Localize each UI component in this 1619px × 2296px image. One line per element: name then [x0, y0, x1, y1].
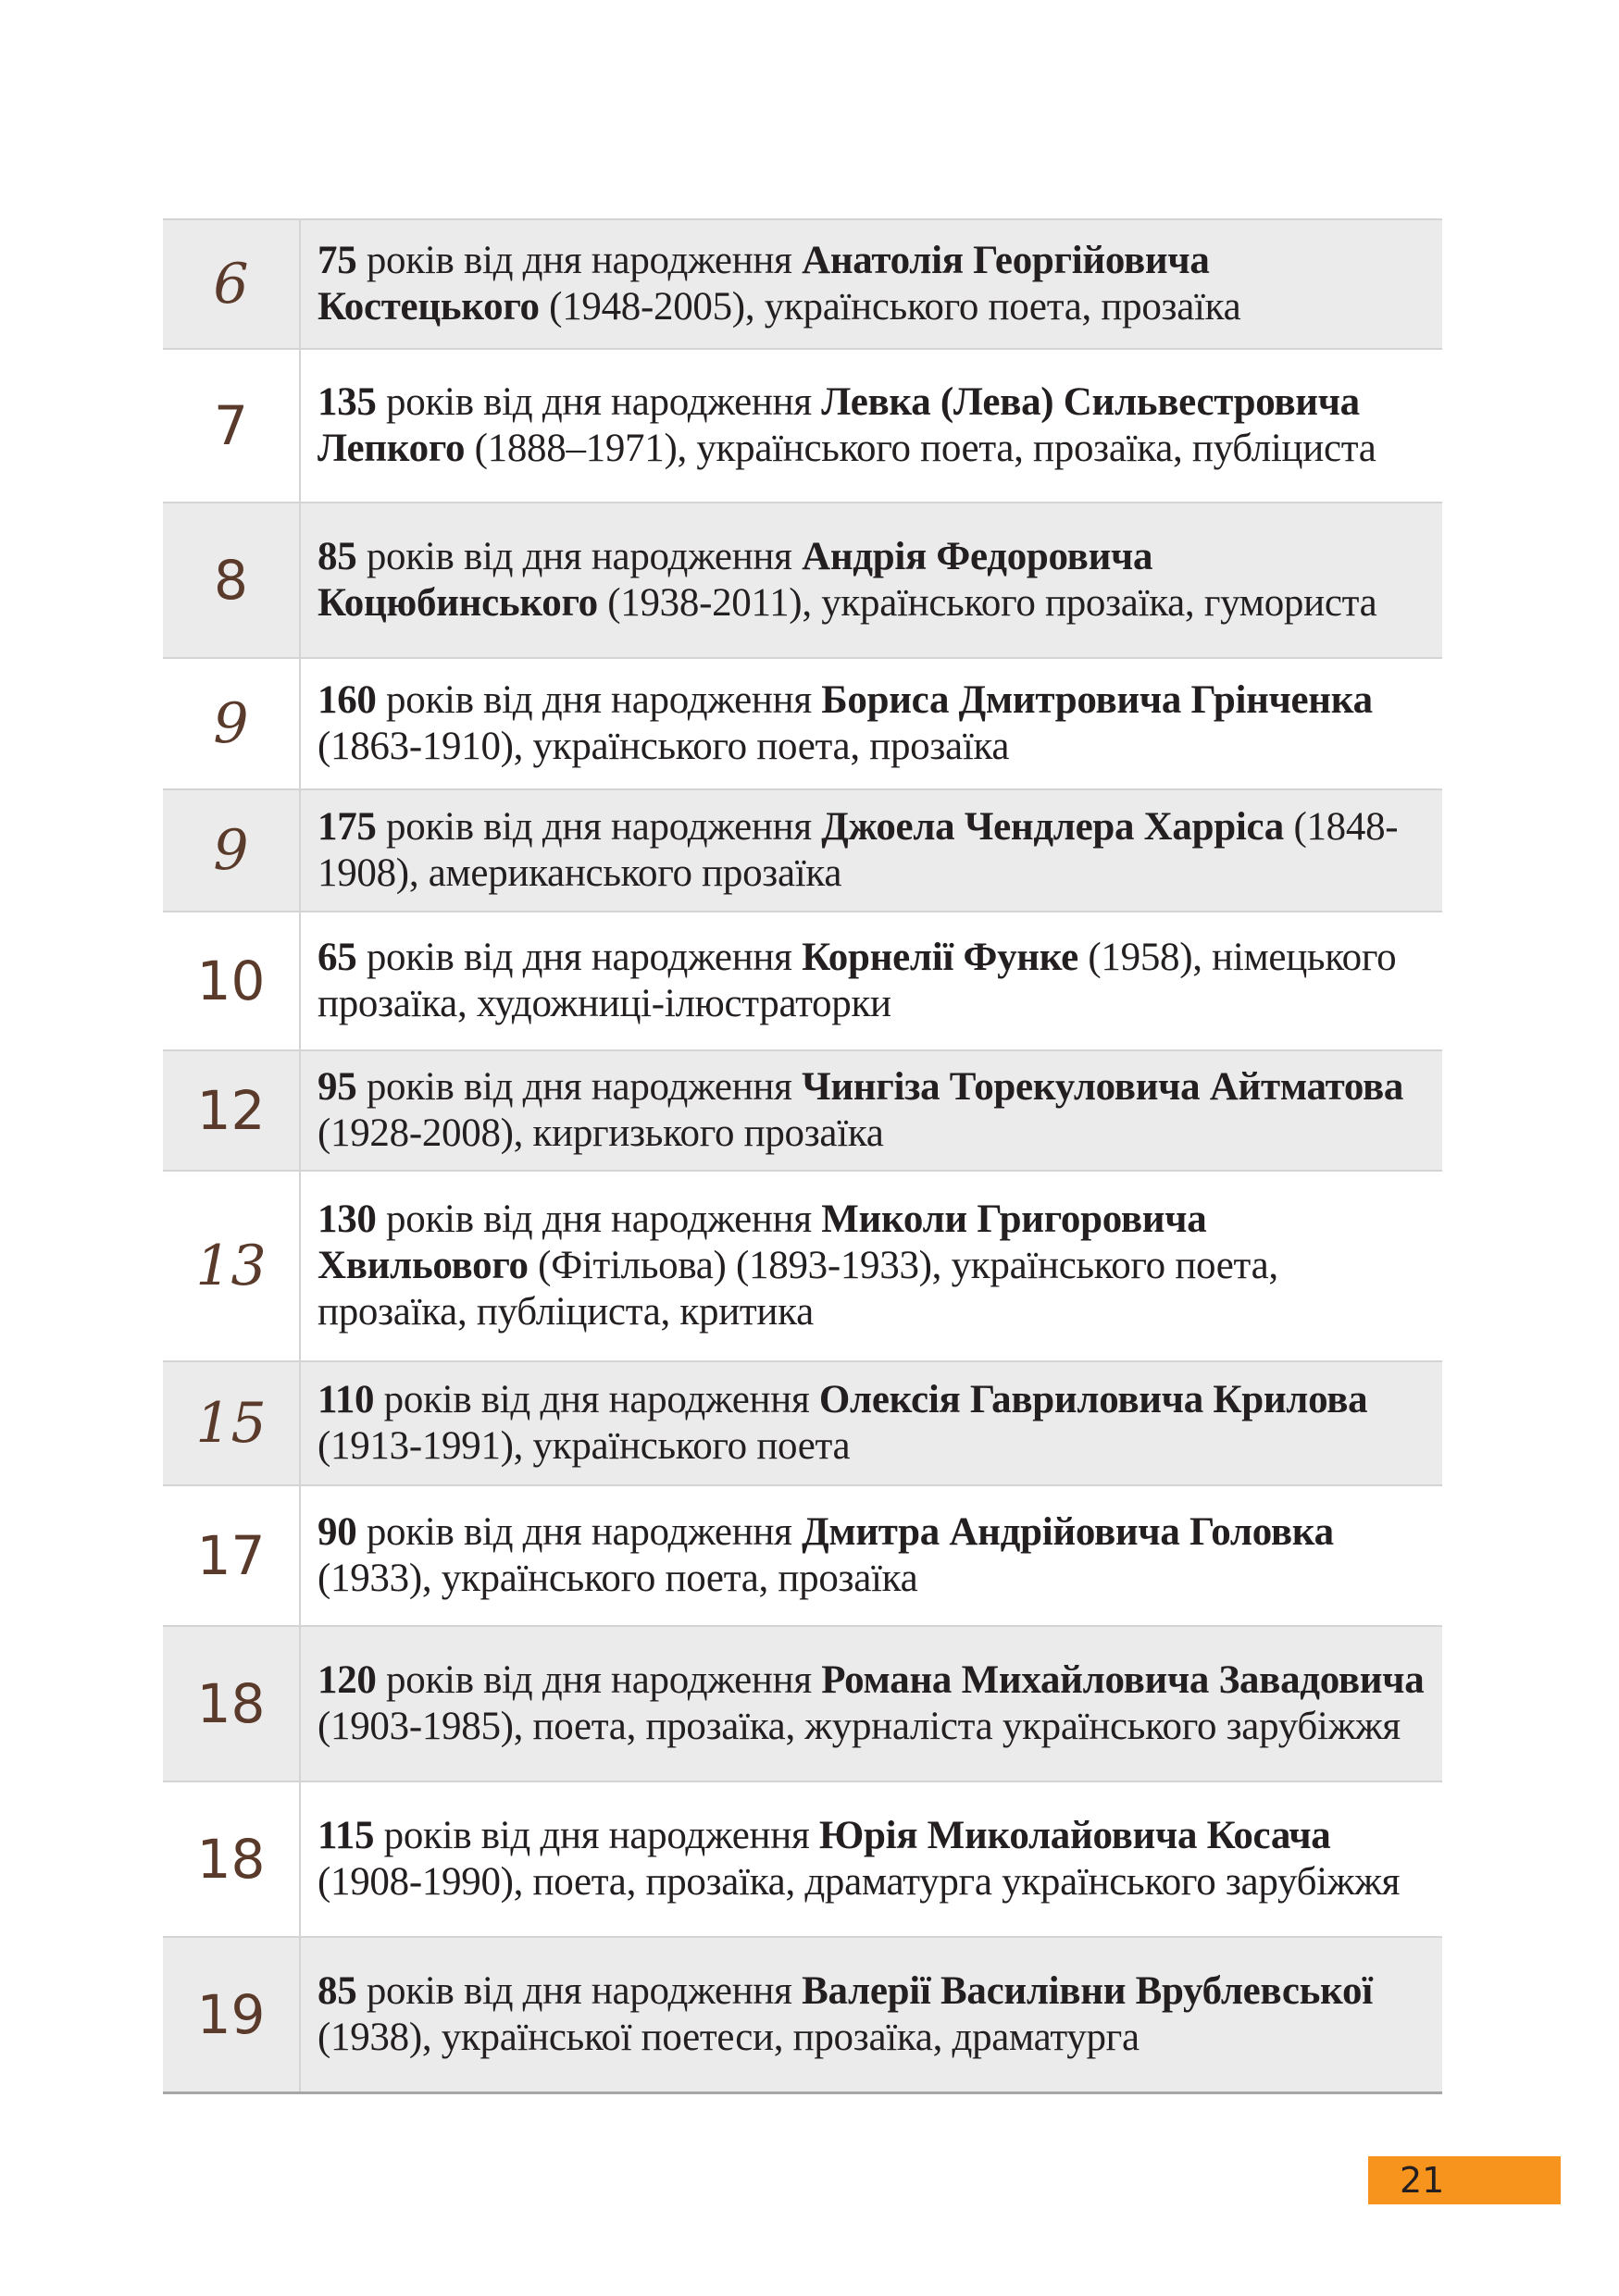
event-details: (1888–1971), українського поета, прозаїка, публіциста	[465, 427, 1376, 470]
day-number: 12	[163, 1050, 300, 1171]
day-number: 7	[163, 349, 300, 503]
years-count: 175	[318, 805, 377, 849]
event-phrase: років від дня народження	[374, 1814, 819, 1857]
event-phrase: років від дня народження	[356, 1968, 803, 2013]
event-details: (1938-2011), українського прозаїка, гумориста	[597, 581, 1377, 625]
event-text	[300, 912, 1442, 1050]
day-number: 18	[163, 1781, 300, 1937]
event-text	[300, 503, 1442, 658]
table-row	[163, 912, 1442, 1050]
person-name: Валерії Василівни Врублевської	[802, 1968, 1373, 2013]
event-phrase: років від дня народження	[374, 1378, 819, 1421]
page-number: 21	[1368, 2156, 1561, 2204]
person-name: Олексія Гавриловича Крилова	[818, 1378, 1368, 1421]
person-name: Левка (Лева) Сильвестровича Лепкого	[318, 380, 1360, 470]
event-details: (1933), українського поета, прозаїка	[318, 1557, 918, 1600]
event-details: (1848-1908), американського прозаїка	[318, 805, 1399, 895]
event-text	[300, 1781, 1442, 1937]
day-number: 18	[163, 1626, 300, 1781]
event-text	[300, 1171, 1442, 1361]
person-name: Корнелії Функе	[802, 936, 1078, 979]
day-number: 9	[163, 789, 300, 912]
table-row	[163, 219, 1442, 349]
event-phrase: років від дня народження	[356, 535, 803, 578]
years-count: 85	[318, 535, 357, 578]
years-count: 135	[318, 380, 377, 424]
years-count: 160	[318, 678, 377, 722]
day-number: 17	[163, 1485, 300, 1626]
event-phrase: років від дня народження	[356, 239, 803, 282]
table-row	[163, 349, 1442, 503]
years-count: 90	[318, 1510, 357, 1554]
person-name: Бориса Дмитровича Грінченка	[821, 678, 1373, 722]
event-phrase: років від дня народження	[356, 1510, 803, 1554]
table-row	[163, 503, 1442, 658]
day-number: 13	[163, 1171, 300, 1361]
event-phrase: років від дня народження	[376, 380, 822, 424]
event-phrase: років від дня народження	[356, 1065, 803, 1109]
event-phrase: років від дня народження	[356, 936, 803, 979]
table-row	[163, 1485, 1442, 1626]
event-details: (1928-2008), киргизького прозаїка	[318, 1111, 884, 1155]
event-text	[300, 1485, 1442, 1626]
event-phrase: років від дня народження	[376, 1658, 822, 1702]
person-name: Джоела Чендлера Харріса	[821, 805, 1285, 849]
event-details: (Фітільова) (1893-1933), українського поета, прозаїка, публіциста, критика	[318, 1244, 1278, 1334]
years-count: 65	[318, 936, 357, 979]
event-details: (1938), української поетеси, прозаїка, драматурга	[318, 2015, 1140, 2059]
person-name: Андрія Федоровича Коцюбинського	[318, 535, 1153, 625]
years-count: 115	[318, 1814, 375, 1857]
years-count: 120	[318, 1658, 377, 1702]
table-row	[163, 1361, 1442, 1485]
anniversary-table	[163, 218, 1442, 2094]
day-number: 10	[163, 912, 300, 1050]
person-name: Дмитра Андрійовича Головка	[802, 1510, 1334, 1554]
table-row	[163, 1171, 1442, 1361]
day-number: 15	[163, 1361, 300, 1485]
person-name: Чингіза Торекуловича Айтматова	[802, 1065, 1404, 1109]
table-row	[163, 789, 1442, 912]
table-row	[163, 1626, 1442, 1781]
event-text	[300, 1626, 1442, 1781]
table-row	[163, 1050, 1442, 1171]
day-number: 6	[163, 219, 300, 349]
event-details: (1908-1990), поета, прозаїка, драматурга українського зарубіжжя	[318, 1860, 1401, 1904]
event-details: (1958), німецького прозаїка, художниці-ілюстраторки	[318, 936, 1397, 1025]
years-count: 95	[318, 1065, 357, 1109]
event-details: (1863-1910), українського поета, прозаїка	[318, 725, 1010, 768]
years-count: 110	[318, 1378, 375, 1421]
event-details: (1948-2005), українського поета, прозаїка	[539, 285, 1241, 329]
event-text	[300, 219, 1442, 349]
years-count: 75	[318, 239, 357, 282]
event-text	[300, 658, 1442, 789]
event-text	[300, 789, 1442, 912]
event-text	[300, 1050, 1442, 1171]
years-count: 85	[318, 1968, 357, 2013]
table-row	[163, 658, 1442, 789]
day-number: 19	[163, 1937, 300, 2092]
person-name: Романа Михайловича Завадовича	[821, 1658, 1425, 1702]
event-text	[300, 349, 1442, 503]
event-phrase: років від дня народження	[376, 678, 822, 722]
event-details: (1903-1985), поета, прозаїка, журналіста українського зарубіжжя	[318, 1705, 1401, 1748]
event-text	[300, 1937, 1442, 2092]
day-number: 8	[163, 503, 300, 658]
day-number: 9	[163, 658, 300, 789]
person-name: Анатолія Георгійовича Костецького	[318, 239, 1210, 329]
years-count: 130	[318, 1198, 377, 1241]
event-details: (1913-1991), українського поета	[318, 1424, 851, 1468]
table-row	[163, 1937, 1442, 2092]
event-phrase: років від дня народження	[376, 805, 822, 849]
person-name: Миколи Григоровича Хвильового	[318, 1198, 1207, 1287]
event-text	[300, 1361, 1442, 1485]
event-phrase: років від дня народження	[376, 1198, 822, 1241]
person-name: Юрія Миколайовича Косача	[818, 1814, 1331, 1857]
table-row	[163, 1781, 1442, 1937]
